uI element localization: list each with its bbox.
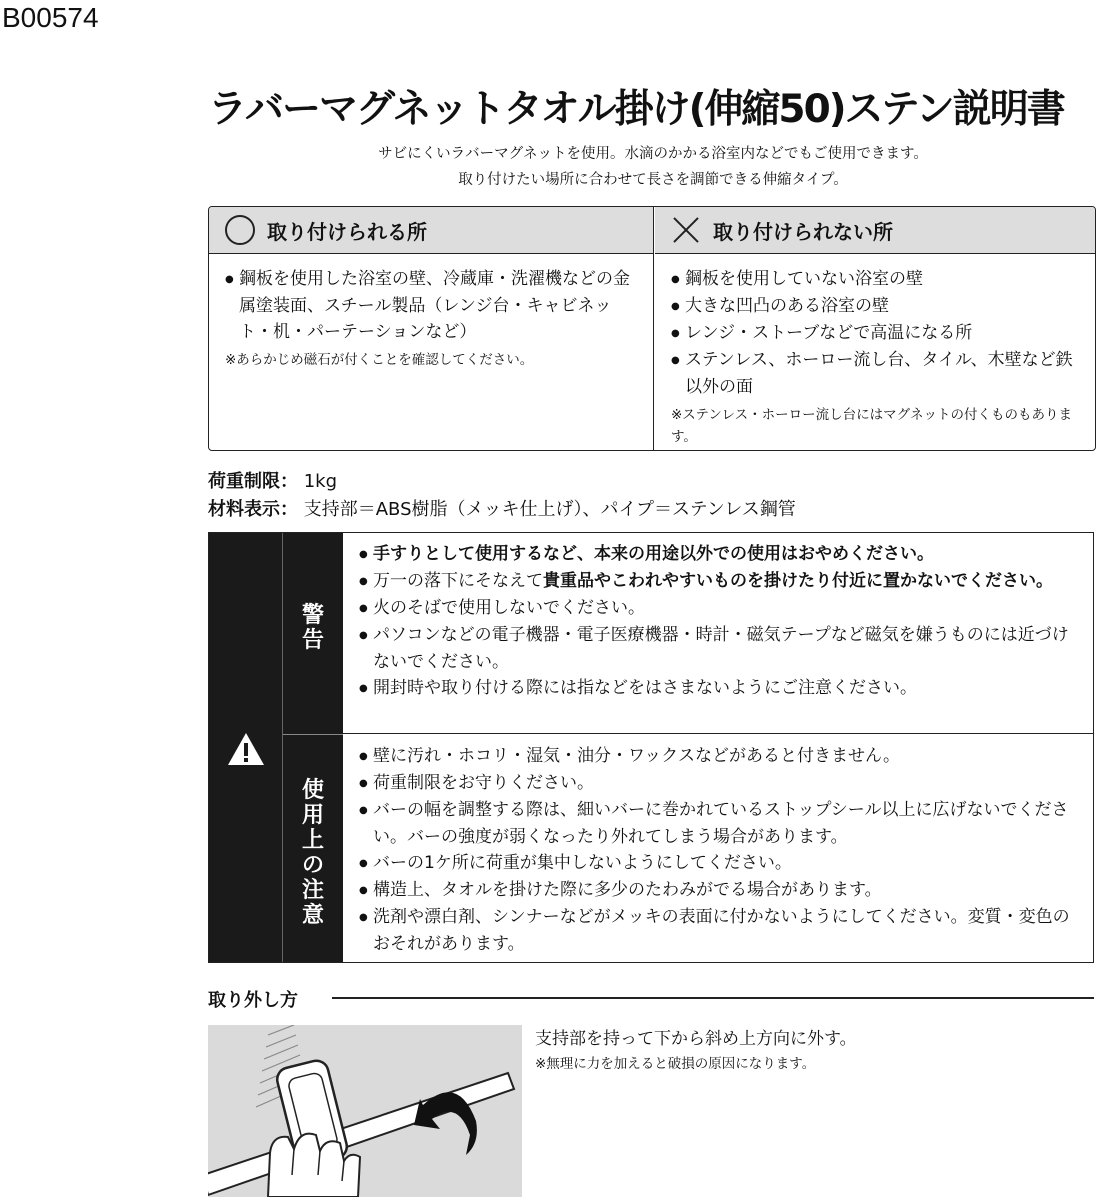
caution-label-char: 用	[301, 803, 324, 828]
mountable-column	[209, 207, 654, 450]
caution-label-char: 意	[301, 903, 324, 928]
warning-item: ● 万一の落下にそなえて貴重品やこわれやすいものを掛けたり付近に置かないでください。	[359, 568, 1083, 595]
removal-heading: 取り外し方	[208, 990, 298, 1011]
subtitle-line-2: 取り付けたい場所に合わせて長さを調節できる伸縮タイプ。	[458, 172, 848, 188]
caution-item: ● バーの幅を調整する際は、細いバーに巻かれているストップシール以上に広げないでください。バーの強度が弱くなったり外れてしまう場合があります。	[359, 797, 1083, 850]
removal-heading-rule	[332, 997, 1094, 999]
product-code: B00574	[2, 2, 99, 33]
list-item: ● レンジ・ストーブなどで高温になる所	[671, 320, 1081, 347]
mountable-note: ※あらかじめ磁石が付くことを確認してください。	[225, 352, 534, 368]
caution-label-char: 上	[301, 828, 324, 853]
warning-triangle-icon	[226, 731, 266, 767]
not-mountable-body	[655, 254, 1095, 448]
hand-removing-holder-illustration	[208, 1025, 522, 1197]
circle-ok-icon	[225, 215, 255, 245]
not-mountable-header	[655, 207, 1095, 254]
warning-section	[343, 533, 1093, 734]
removal-instruction: 支持部を持って下から斜め上方向に外す。	[535, 1029, 857, 1049]
removal-note: ※無理に力を加えると破損の原因になります。	[535, 1056, 816, 1072]
caution-section	[343, 735, 1093, 962]
caution-item: ● バーの1ケ所に荷重が集中しないようにしてください。	[359, 850, 1083, 877]
caution-label-char: 使	[301, 778, 324, 803]
list-item: ● 鋼板を使用していない浴室の壁	[671, 266, 1081, 293]
list-item: ● ステンレス、ホーロー流し台、タイル、木壁など鉄以外の面	[671, 347, 1081, 400]
material-info	[208, 495, 796, 521]
not-mountable-note: ※ステンレス・ホーロー流し台にはマグネットの付くものもあります。	[671, 407, 1072, 445]
material-label: 材料表示：	[208, 499, 298, 520]
caution-item: ● 壁に汚れ・ホコリ・湿気・油分・ワックスなどがあると付きません。	[359, 743, 1083, 770]
cross-ng-icon	[671, 215, 701, 245]
mountable-heading: 取り付けられる所	[267, 219, 427, 244]
caution-label	[283, 778, 343, 928]
not-mountable-column	[655, 207, 1095, 450]
caution-item: ● 荷重制限をお守りください。	[359, 770, 1083, 797]
subtitle-line-1: サビにくいラバーマグネットを使用。水滴のかかる浴室内などでもご使用できます。	[378, 146, 928, 162]
caution-item: ● 洗剤や漂白剤、シンナーなどがメッキの表面に付かないようにしてください。変質・変色のおそれがあります。	[359, 904, 1083, 957]
mounting-locations-table	[208, 206, 1096, 451]
warning-label-char: 警	[301, 603, 324, 628]
load-limit-value: 1kg	[303, 471, 338, 492]
list-item: ● 鋼板を使用した浴室の壁、冷蔵庫・洗濯機などの金属塗装面、スチール製品（レンジ台・キャビネット・机・パーテーションなど）	[225, 266, 639, 345]
not-mountable-heading: 取り付けられない所	[713, 219, 893, 244]
warning-item: ● パソコンなどの電子機器・電子医療機器・時計・磁気テープなど磁気を嫌うものには近づけないでください。	[359, 622, 1083, 675]
warning-label	[283, 603, 343, 653]
removal-illustration	[208, 1025, 522, 1197]
warning-item: ● 開封時や取り付ける際には指などをはさまないようにご注意ください。	[359, 675, 1083, 702]
warning-caution-box	[208, 532, 1094, 963]
list-item: ● 大きな凹凸のある浴室の壁	[671, 293, 1081, 320]
material-value: 支持部＝ABS樹脂（メッキ仕上げ）、パイプ＝ステンレス鋼管	[303, 499, 796, 520]
label-divider	[283, 734, 343, 735]
load-limit	[208, 467, 337, 493]
mountable-header	[209, 207, 653, 254]
warning-label-char: 告	[301, 628, 324, 653]
warning-item: ● 火のそばで使用しないでください。	[359, 595, 1083, 622]
warning-item: ● 手すりとして使用するなど、本来の用途以外での使用はおやめください。	[359, 541, 1083, 568]
caution-label-char: の	[301, 853, 324, 878]
caution-label-char: 注	[301, 878, 324, 903]
document-title: ラバーマグネットタオル掛け(伸縮50)ステン説明書	[208, 87, 1064, 132]
mountable-body	[209, 254, 653, 371]
load-limit-label: 荷重制限：	[208, 471, 298, 492]
caution-item: ● 構造上、タオルを掛けた際に多少のたわみがでる場合があります。	[359, 877, 1083, 904]
